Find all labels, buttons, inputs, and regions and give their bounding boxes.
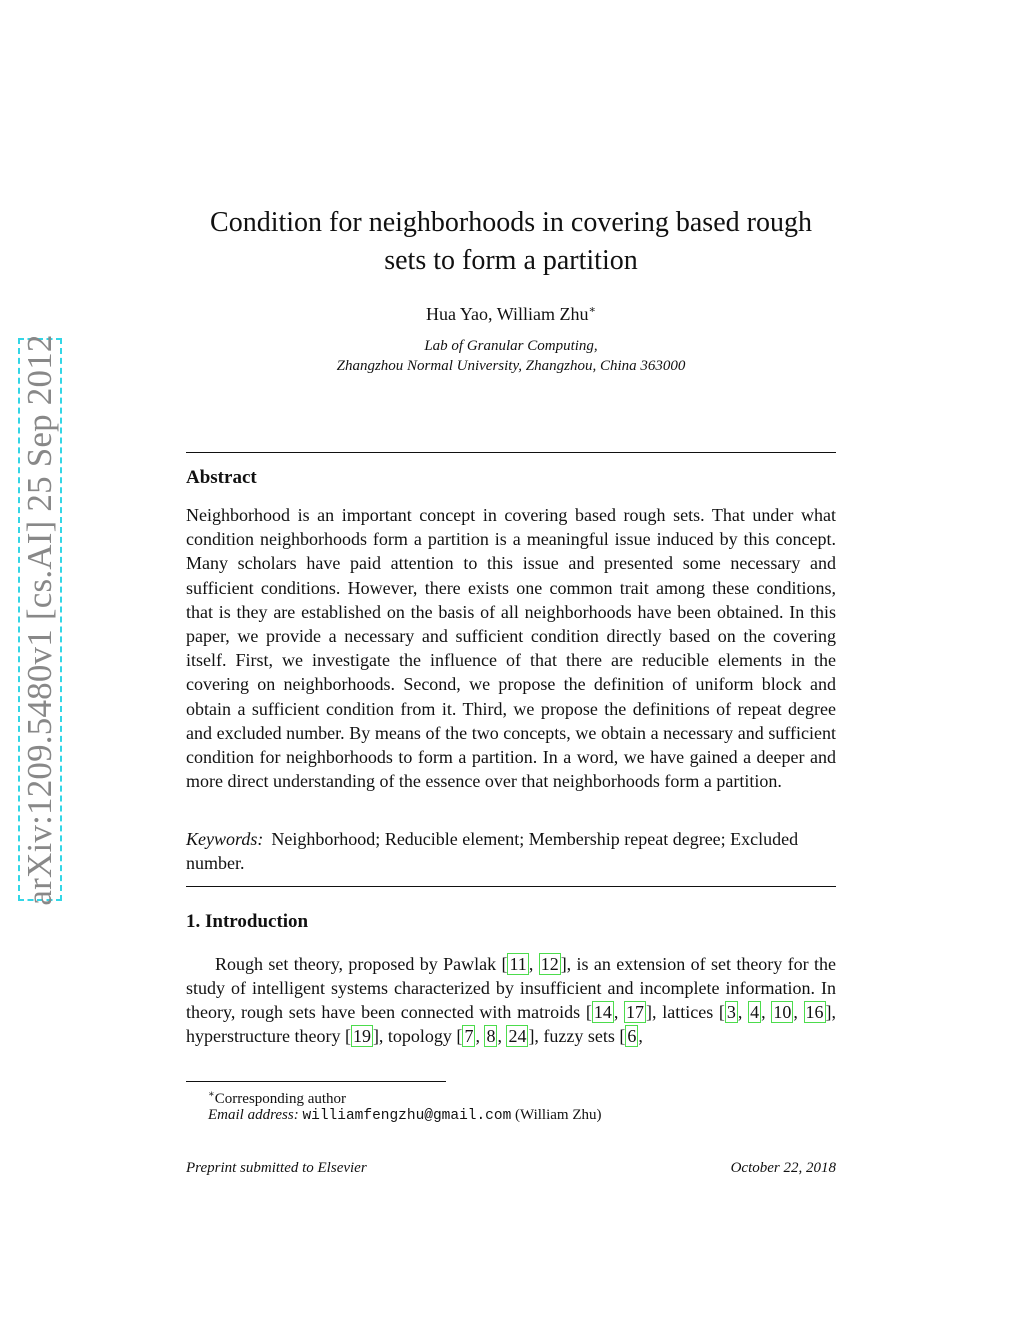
citation-link[interactable]: 24 bbox=[508, 1026, 527, 1046]
footnote-rule bbox=[186, 1081, 446, 1082]
email-owner: (William Zhu) bbox=[515, 1107, 602, 1123]
abstract-bottom-rule bbox=[186, 886, 836, 887]
citation-link[interactable]: 4 bbox=[750, 1002, 760, 1022]
citation-link[interactable]: 12 bbox=[540, 954, 559, 974]
citation-link[interactable]: 17 bbox=[626, 1002, 645, 1022]
intro-sep: , bbox=[737, 1002, 749, 1022]
intro-text: Rough set theory, proposed by Pawlak [ bbox=[215, 954, 508, 974]
introduction-paragraph bbox=[186, 952, 836, 1048]
intro-sep: , bbox=[497, 1026, 507, 1046]
intro-text: ], hyperstructure theory [ bbox=[186, 1002, 837, 1046]
citation-link[interactable]: 11 bbox=[509, 954, 527, 974]
citation-link[interactable]: 14 bbox=[593, 1002, 612, 1022]
arxiv-identifier[interactable]: arXiv:1209.5480v1 [cs.AI] 25 Sep 2012 bbox=[20, 333, 59, 906]
author-footnote-mark[interactable]: ∗ bbox=[588, 304, 596, 316]
section-heading-introduction: 1. Introduction bbox=[186, 911, 309, 932]
intro-text: ], lattices [ bbox=[646, 1002, 725, 1022]
intro-text: ], fuzzy sets [ bbox=[528, 1026, 626, 1046]
abstract-heading: Abstract bbox=[186, 467, 257, 488]
arxiv-stamp bbox=[18, 333, 62, 906]
citation-link[interactable]: 19 bbox=[352, 1026, 371, 1046]
citation-link[interactable]: 10 bbox=[773, 1002, 792, 1022]
citation-link[interactable]: 3 bbox=[726, 1002, 736, 1022]
intro-text: , bbox=[638, 1026, 643, 1046]
footnote-email bbox=[208, 1105, 828, 1126]
intro-sep: , bbox=[613, 1002, 625, 1022]
author-names: Hua Yao, William Zhu bbox=[426, 304, 589, 324]
citation-link[interactable]: 6 bbox=[627, 1026, 637, 1046]
paper-title: Condition for neighborhoods in covering based rough sets to form a partition bbox=[210, 207, 812, 276]
footnote-corresponding-text: Corresponding author bbox=[214, 1091, 347, 1107]
citation-link[interactable]: 7 bbox=[464, 1026, 474, 1046]
intro-sep: , bbox=[475, 1026, 485, 1046]
keywords bbox=[186, 827, 836, 875]
intro-sep: , bbox=[793, 1002, 804, 1022]
affiliation-line-2: Zhangzhou Normal University, Zhangzhou, China 363000 bbox=[336, 358, 686, 374]
preprint-date: October 22, 2018 bbox=[730, 1160, 836, 1176]
email-link[interactable]: williamfengzhu@gmail.com bbox=[302, 1108, 512, 1124]
abstract-body: Neighborhood is an important concept in covering based rough sets. That under what condition neighborhoods form a partition is a meaningful issue induced by this concept. Many scholars have paid attention to this issue and presented some necessary and sufficient conditions. However, there exists one common trait among these conditions, that is they are established on the basis of all neighborhoods have been obtained. In this paper, we provide a necessary and sufficient condition directly based on the covering itself. First, we investigate the influence of that there are reducible elements in the covering on neighborhoods. Second, we propose the definition of uniform block and obtain a sufficient condition from it. Third, we propose the definitions of repeat degree and excluded number. By means of the two concepts, we obtain a necessary and sufficient condition for neighborhoods to form a partition. In a word, we have gained a deeper and more direct understanding of the essence over that neighborhoods form a partition. bbox=[186, 505, 836, 792]
email-label: Email address: bbox=[208, 1107, 299, 1123]
intro-sep: , bbox=[528, 954, 539, 974]
keywords-label: Keywords: bbox=[186, 829, 264, 849]
affiliation bbox=[186, 336, 836, 376]
keywords-value: Neighborhood; Reducible element; Membership repeat degree; Excluded number. bbox=[186, 829, 799, 873]
citation-link[interactable]: 16 bbox=[805, 1002, 824, 1022]
intro-text: ], topology [ bbox=[372, 1026, 463, 1046]
footnote-mark: ∗ bbox=[208, 1089, 215, 1100]
authors bbox=[186, 303, 836, 325]
intro-sep: , bbox=[761, 1002, 772, 1022]
affiliation-line-1: Lab of Granular Computing, bbox=[424, 338, 598, 354]
citation-link[interactable]: 8 bbox=[486, 1026, 496, 1046]
preprint-note: Preprint submitted to Elsevier bbox=[186, 1160, 367, 1176]
intro-text: ], is an extension of set theory for the study of intelligent systems characterized by insufficient and incomplete information. In theory, rough sets have been connected with matroids [ bbox=[186, 954, 837, 1022]
abstract-top-rule bbox=[186, 452, 836, 453]
